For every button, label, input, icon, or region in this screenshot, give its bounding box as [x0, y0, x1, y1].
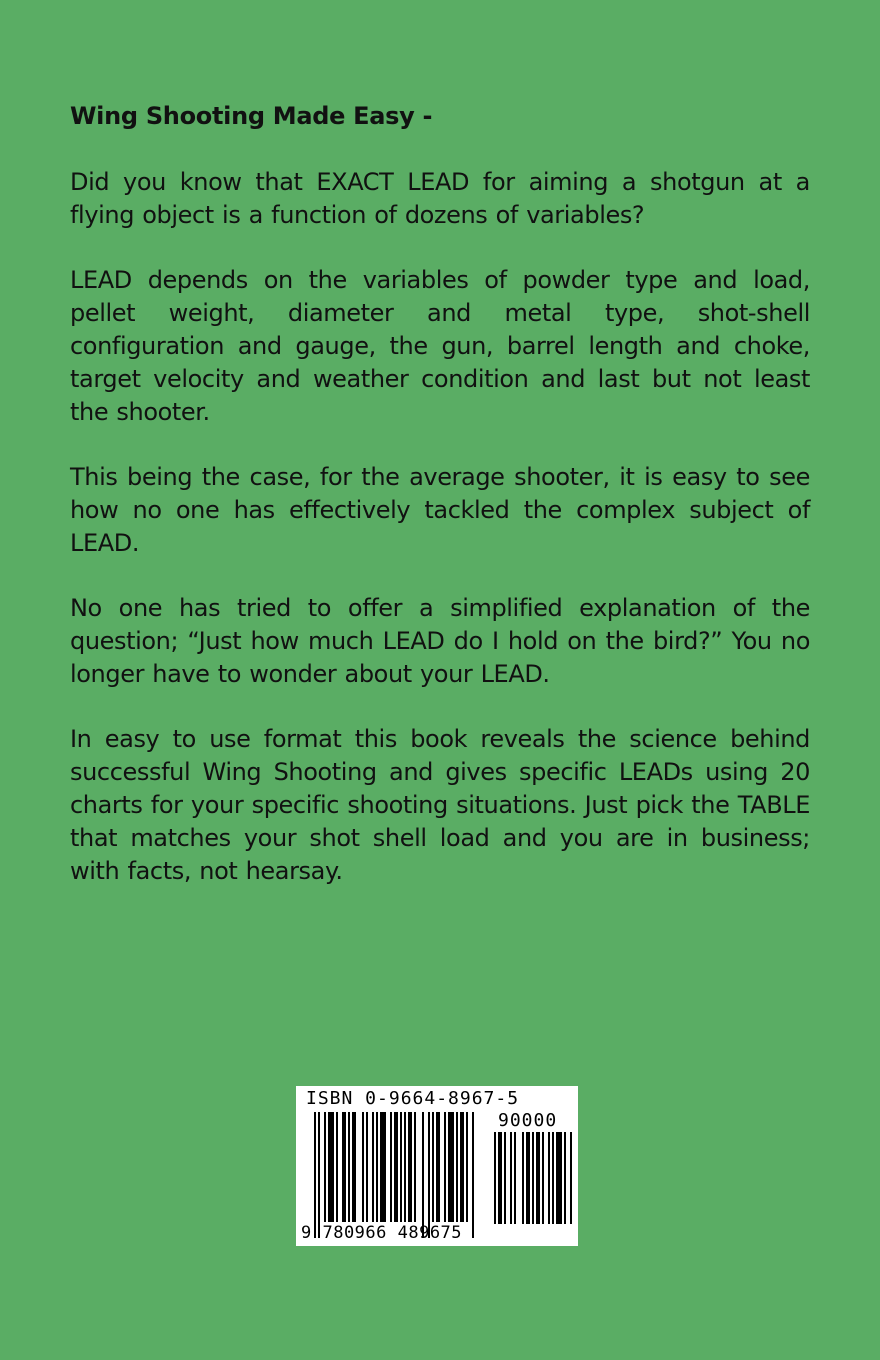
barcode-bar [348, 1112, 350, 1222]
barcode-bar [460, 1112, 464, 1222]
barcode-bar [444, 1112, 446, 1222]
barcode-bar [542, 1132, 544, 1224]
barcode-bar [342, 1112, 346, 1222]
blurb-paragraph: This being the case, for the average shooter, it is easy to see how no one has effectively tackled the complex subject of LEAD. [70, 463, 810, 557]
barcode-bar [372, 1112, 374, 1222]
barcode-bar [422, 1112, 424, 1238]
barcode-bar [366, 1112, 368, 1222]
barcode-bar [570, 1132, 572, 1224]
barcode-bar [510, 1132, 512, 1224]
barcode-bar [314, 1112, 316, 1238]
barcode-bar [352, 1112, 356, 1222]
barcode-bar [556, 1132, 562, 1224]
price-code: 90000 [498, 1110, 558, 1131]
barcode-bar [328, 1112, 334, 1222]
barcode-bar [498, 1132, 502, 1224]
barcode-bar [414, 1112, 416, 1222]
barcode-bar [526, 1132, 530, 1224]
barcode-bar [494, 1132, 496, 1224]
barcode-bar [380, 1112, 386, 1222]
barcode-bar [390, 1112, 392, 1222]
barcode-bar [504, 1132, 506, 1224]
barcode-bar [404, 1112, 406, 1222]
blurb [70, 100, 810, 920]
blurb-paragraph: No one has tried to offer a simplified explanation of the question; “Just how much LEAD do I hold on the bird?” You no longer have to wonder about your LEAD. [70, 594, 810, 688]
barcode-bar [318, 1112, 320, 1238]
barcode-bar [514, 1132, 516, 1224]
isbn-label: ISBN 0-9664-8967-5 [306, 1088, 520, 1109]
barcode-bar [552, 1132, 554, 1224]
barcode-bar [564, 1132, 566, 1224]
barcode-bar [472, 1112, 474, 1238]
barcode-bar [536, 1132, 540, 1224]
barcode-bar [428, 1112, 430, 1238]
barcode-bar [400, 1112, 402, 1222]
barcode-bar [408, 1112, 412, 1222]
barcode-bar [466, 1112, 468, 1222]
barcode-bar [362, 1112, 364, 1222]
blurb-paragraph: LEAD depends on the variables of powder type and load, pellet weight, diameter and metal type, shot-shell configuration and gauge, the gun, barrel length and choke, target velocity and weather condition and last but not least the shooter. [70, 266, 810, 426]
ean-digits: 9 780966 489675 [301, 1223, 463, 1243]
barcode-bar [376, 1112, 378, 1222]
barcode-bar [448, 1112, 454, 1222]
barcode-bar [436, 1112, 440, 1222]
barcode-bar [324, 1112, 326, 1222]
isbn-barcode [296, 1086, 578, 1246]
barcode-bar [456, 1112, 458, 1222]
barcode-bar [548, 1132, 550, 1224]
blurb-title: Wing Shooting Made Easy - [70, 102, 433, 130]
barcode-bar [522, 1132, 524, 1224]
barcode-bar [394, 1112, 398, 1222]
blurb-paragraph: Did you know that EXACT LEAD for aiming a shotgun at a flying object is a function of dozens of variables? [70, 168, 810, 229]
barcode-bar [532, 1132, 534, 1224]
blurb-paragraph: In easy to use format this book reveals the science behind successful Wing Shooting and gives specific LEADs using 20 charts for your specific shooting situations. Just pick the TABLE that matches your shot shell load and you are in business; with facts, not hearsay. [70, 725, 810, 885]
barcode-bar [336, 1112, 338, 1222]
barcode-bar [432, 1112, 434, 1222]
